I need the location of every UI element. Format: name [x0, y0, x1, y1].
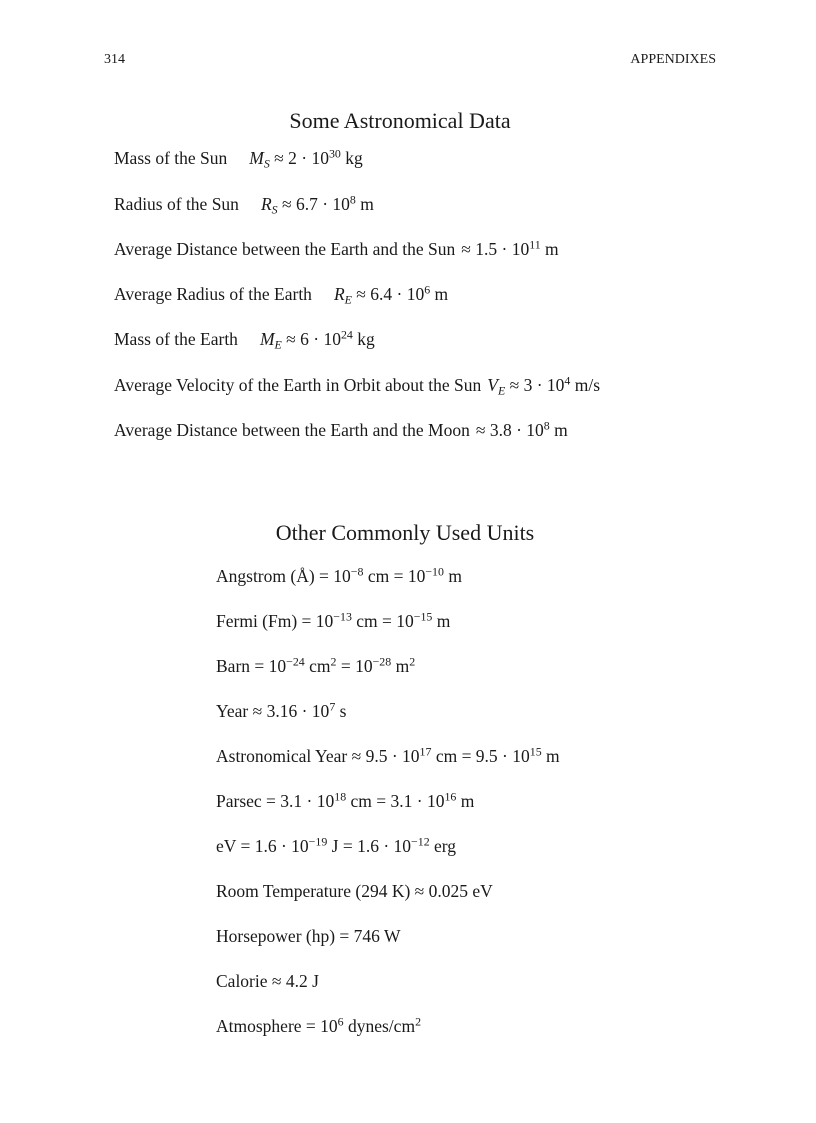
astro-item-velocity-earth: Average Velocity of the Earth in Orbit about the Sun $V_E \approx 3 \cdot 10^4$ m/s [114, 373, 601, 398]
astro-item-distance-earth-moon: Average Distance between the Earth and the Moon ≈ $3.8 \cdot 10^8$ m [114, 418, 568, 440]
unit-calorie: Calorie ≈ 4.2 J [216, 971, 319, 991]
running-title: APPENDIXES [630, 52, 716, 67]
unit-room-temperature: Room Temperature (294 K) ≈ 0.025 eV [216, 881, 493, 901]
unit-parsec: $Parsec = 3.1 \cdot 10^{18}$ cm = $3.1 \cdot 10^{16}$ m [216, 789, 475, 811]
unit-horsepower: Horsepower (hp) = 746 W [216, 926, 401, 946]
astro-item-radius-sun: Radius of the Sun $R_S \approx 6.7 \cdot 10^8$ m [114, 192, 374, 217]
astronomical-data-title: Some Astronomical Data [289, 108, 511, 133]
unit-atmosphere: Atmosphere = $10^6$ dynes/$cm^2$ [216, 1014, 422, 1036]
unit-barn: Barn = $10^{-24}$ $cm^2 = 10^{-28}$ $m^2$ [216, 654, 416, 676]
other-units-title: Other Commonly Used Units [275, 520, 535, 545]
astro-item-mass-earth: Mass of the Earth $M_E \approx 6 \cdot 10^{24}$ kg [114, 327, 375, 352]
unit-angstrom: Angstrom (Å) = $10^{-8}$ cm = $10^{-10}$ m [216, 564, 462, 586]
unit-fermi: Fermi $(Fm) = 10^{-13}$ cm = $10^{-15}$ m [216, 609, 451, 631]
unit-astronomical-year: Astronomical Year ≈ $9.5 \cdot 10^{17}$ cm = $9.5 \cdot 10^{15}$ m [216, 744, 560, 766]
unit-year: Year ≈ $3.16 \cdot 10^7$ s [216, 699, 347, 721]
unit-electron-volt: eV = $1.6 \cdot 10^{-19}$ $J = 1.6 \cdot 10^{-12}$ erg [216, 834, 457, 856]
astro-item-mass-sun: Mass of the Sun $M_S \approx 2 \cdot 10^{30}$ kg [114, 146, 363, 171]
astro-item-distance-earth-sun: Average Distance between the Earth and the Sun ≈ $1.5 \cdot 10^{11}$ m [114, 237, 559, 259]
page-header [104, 52, 716, 68]
page-number: 314 [104, 52, 125, 67]
astro-item-radius-earth: Average Radius of the Earth $R_E \approx 6.4 \cdot 10^6$ m [114, 282, 449, 307]
